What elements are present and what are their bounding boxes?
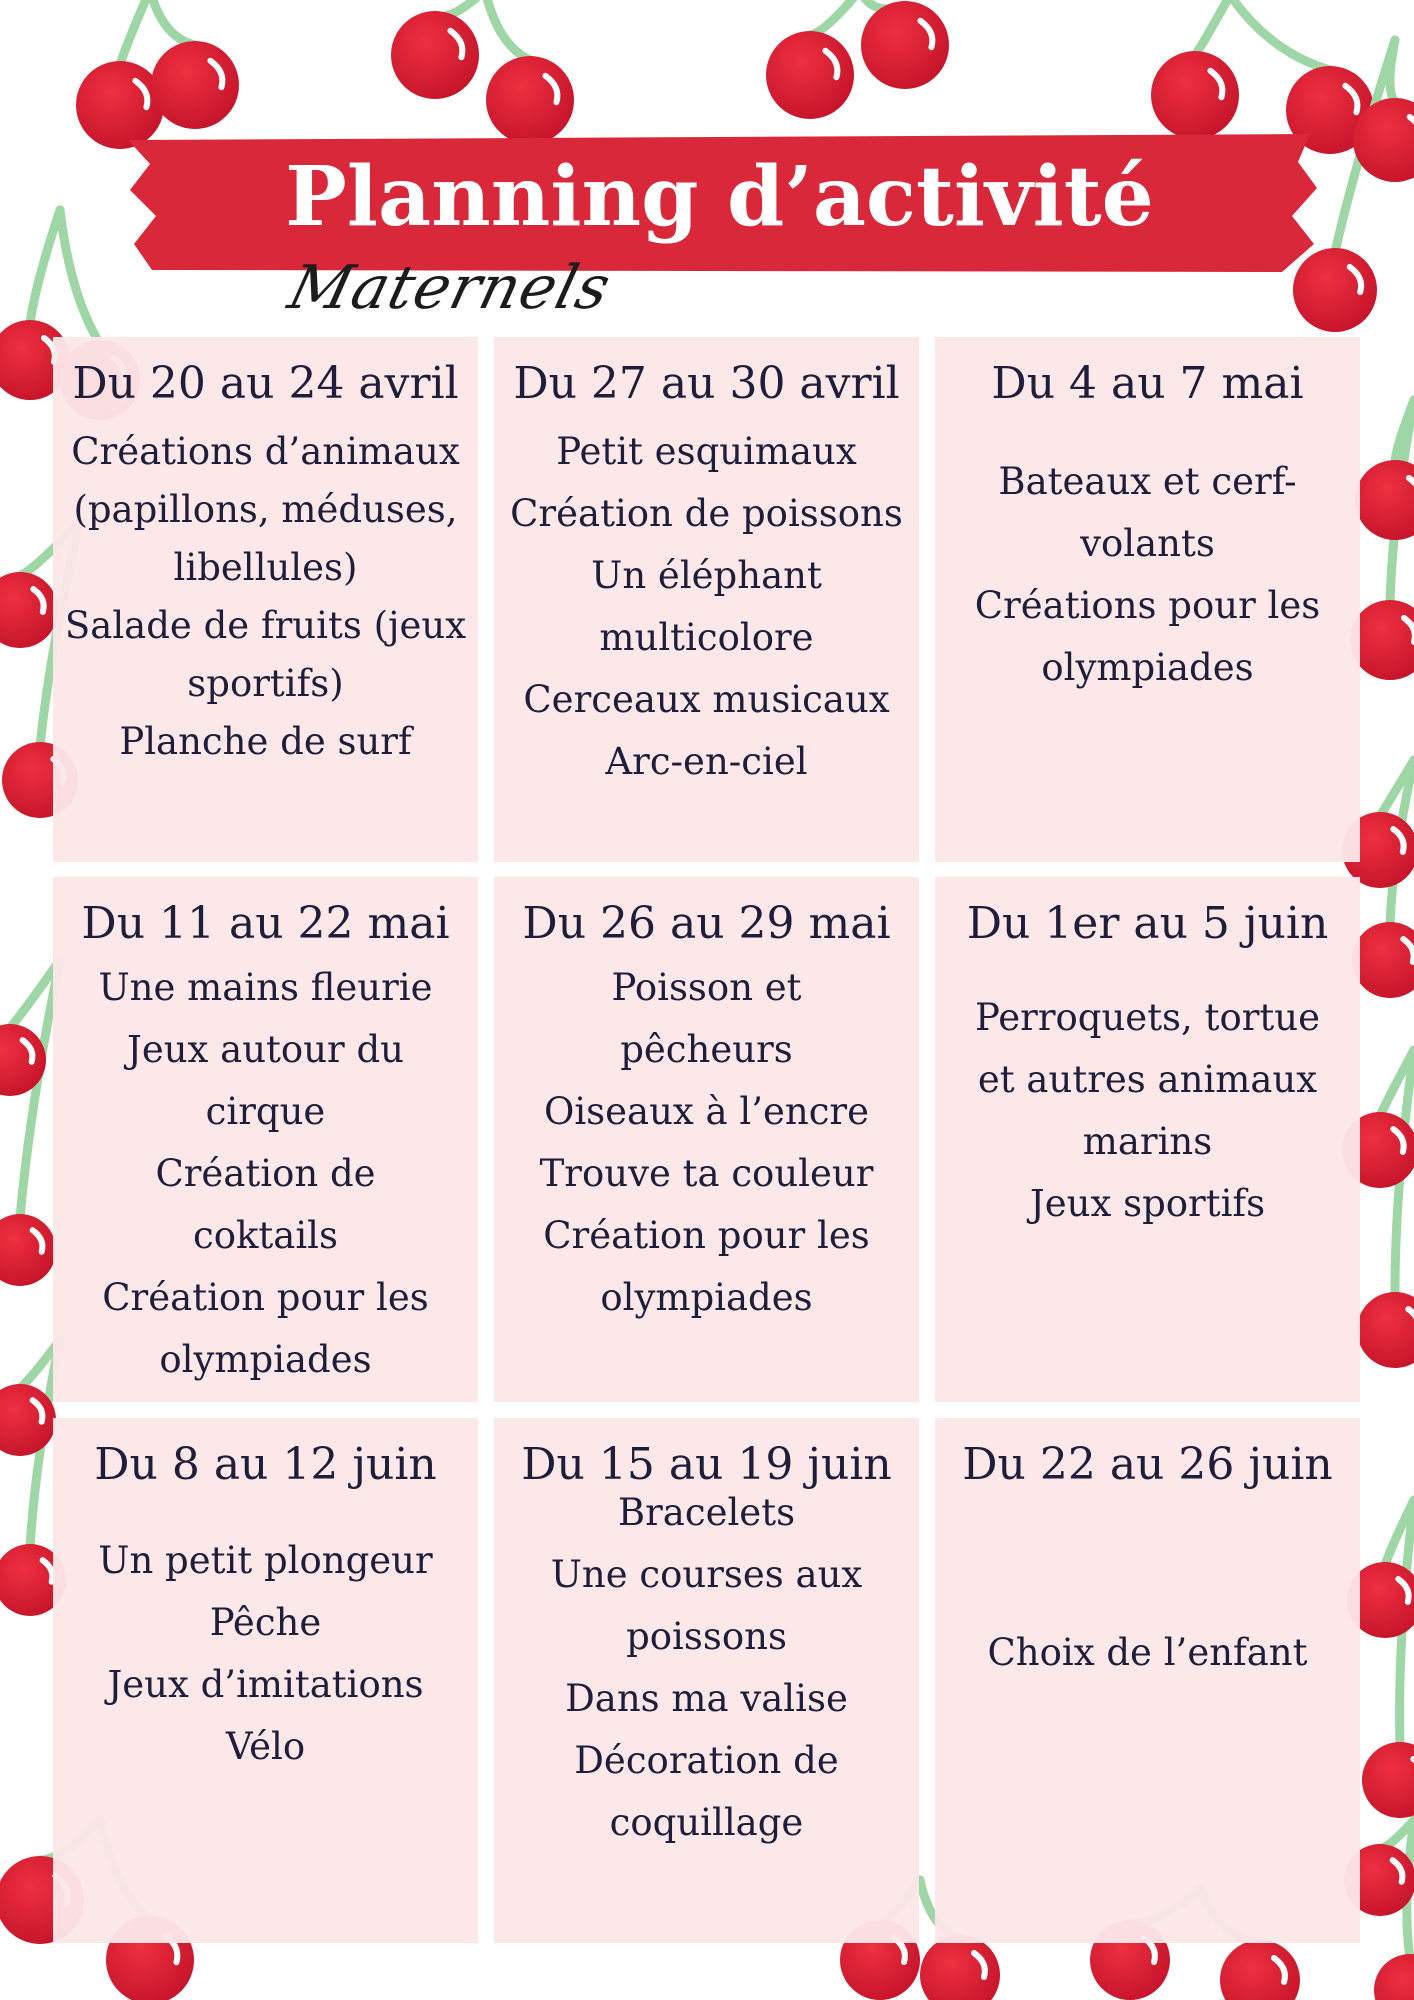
cherry-stem <box>485 0 530 60</box>
week-activities <box>941 1622 1354 1684</box>
week-activities <box>59 423 472 771</box>
activity-item: Jeux autour du cirque <box>126 1028 404 1133</box>
week-card <box>935 877 1360 1402</box>
cherry-icon <box>1355 460 1414 540</box>
activity-item: Création de coktails <box>155 1152 376 1257</box>
activity-item: Création pour les olympiades <box>543 1214 870 1319</box>
cherry-icon <box>0 572 58 648</box>
week-card <box>53 337 478 862</box>
activity-item: Un petit plongeur <box>98 1539 433 1582</box>
activity-item: Bateaux et cerf-volants <box>998 460 1297 565</box>
cherry-icon <box>486 56 574 144</box>
cherry-stem <box>120 0 150 65</box>
cherry-stem <box>1195 0 1230 55</box>
activity-item: Trouve ta couleur <box>539 1152 874 1195</box>
activity-item: Oiseaux à l’encre <box>543 1090 869 1133</box>
cherry-icon <box>861 1 949 89</box>
page-subtitle: Maternels <box>281 253 618 323</box>
week-activities <box>941 451 1354 699</box>
week-title: Du 26 au 29 mai <box>522 898 891 949</box>
cherry-icon <box>1374 1954 1414 2000</box>
activity-item: Créations pour les olympiades <box>974 584 1321 689</box>
week-title: Du 8 au 12 juin <box>94 1439 437 1490</box>
cherry-icon <box>391 11 479 99</box>
activity-item: Bracelets <box>617 1491 796 1534</box>
activity-item: Création pour les olympiades <box>102 1276 429 1381</box>
cherry-stem <box>810 0 860 35</box>
cherry-icon <box>1220 1940 1300 2000</box>
activity-item: Un éléphant multicolore <box>591 554 822 659</box>
page-title: Planning d’activité <box>285 149 1154 245</box>
week-activities <box>500 1482 913 1854</box>
week-title: Du 11 au 22 mai <box>81 898 450 949</box>
week-activities <box>941 987 1354 1235</box>
activity-item: Perroquets, tortue et autres animaux marins <box>975 996 1320 1163</box>
week-title: Du 15 au 19 juin <box>521 1439 892 1490</box>
cherry-stem <box>1230 0 1330 70</box>
week-title: Du 22 au 26 juin <box>962 1439 1333 1490</box>
week-activities <box>500 957 913 1329</box>
week-activities <box>59 1530 472 1778</box>
week-card <box>494 1418 919 1943</box>
week-title: Du 20 au 24 avril <box>72 358 459 409</box>
activity-item: Petit esquimaux <box>556 430 857 473</box>
week-card <box>494 877 919 1402</box>
activity-item: Décoration de coquillage <box>574 1739 839 1844</box>
cherry-stem <box>60 210 100 344</box>
activity-item: Salade de fruits (jeux sportifs) <box>64 604 467 705</box>
week-card <box>53 1418 478 1943</box>
week-title: Du 4 au 7 mai <box>991 358 1304 409</box>
cherry-icon <box>766 31 854 119</box>
activity-item: Arc-en-ciel <box>605 740 808 783</box>
week-activities <box>500 421 913 793</box>
week-card <box>935 1418 1360 1943</box>
activity-item: Choix de l’enfant <box>987 1631 1308 1674</box>
week-card <box>494 337 919 862</box>
activity-item: Une courses aux poissons <box>550 1553 863 1658</box>
activity-item: Jeux d’imitations <box>107 1663 424 1706</box>
cherry-icon <box>1357 1292 1414 1368</box>
week-title: Du 27 au 30 avril <box>513 358 900 409</box>
cherry-icon <box>1352 922 1414 998</box>
week-card <box>53 877 478 1402</box>
activity-item: Vélo <box>225 1725 306 1768</box>
cherry-icon <box>1151 51 1239 139</box>
cherry-icon <box>151 41 239 129</box>
cherry-stem <box>1390 40 1395 102</box>
week-activities <box>59 957 472 1391</box>
cherry-icon <box>1362 1742 1414 1818</box>
activity-item: Création de poissons <box>510 492 903 535</box>
activity-item: Créations d’animaux (papillons, méduses, libellules) <box>71 430 460 589</box>
cherry-icon <box>0 1214 56 1286</box>
activity-item: Jeux sportifs <box>1029 1182 1266 1225</box>
cherry-stem <box>150 0 195 45</box>
activity-item: Pêche <box>209 1601 322 1644</box>
week-title: Du 1er au 5 juin <box>966 898 1329 949</box>
activity-item: Cerceaux musicaux <box>523 678 890 721</box>
activity-item: Une mains fleurie <box>98 966 433 1009</box>
week-card <box>935 337 1360 862</box>
cherry-icon <box>920 1935 1000 2000</box>
activity-item: Planche de surf <box>119 720 412 763</box>
cherry-stem <box>30 210 60 324</box>
activity-item: Dans ma valise <box>565 1677 848 1720</box>
activity-item: Poisson et pêcheurs <box>611 966 802 1071</box>
